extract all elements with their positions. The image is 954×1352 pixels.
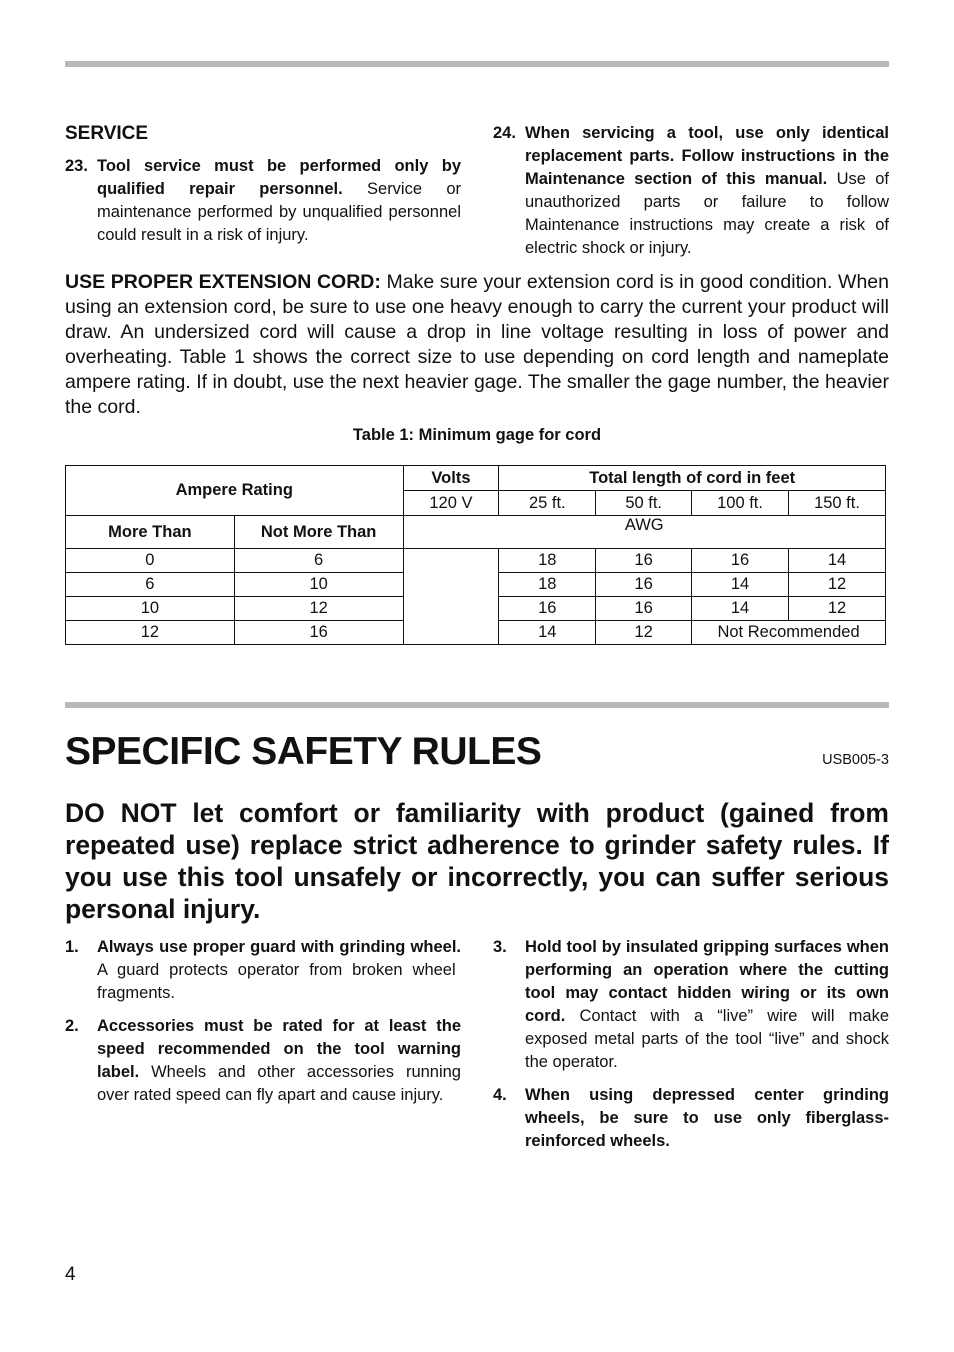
not-more-than-header: Not More Than bbox=[234, 516, 403, 549]
extension-cord-text: Make sure your extension cord is in good condition. When using an extension cord, be sure to use one heavy enough to carry the current your product will draw. An undersized cord will cause a drop in line voltage resulting in loss of power and overheating. Table 1 shows the correct size to use depending on cord length and nameplate ampere rating. If in doubt, use the next heavier gage. The smaller the gage number, the heavier the cord. bbox=[65, 271, 889, 418]
awg-header: AWG bbox=[403, 516, 886, 549]
cord-gage-table bbox=[65, 465, 886, 645]
list-item bbox=[65, 936, 461, 1005]
extension-cord-heading: USE PROPER EXTENSION CORD: bbox=[65, 271, 381, 293]
cell: 16 bbox=[596, 597, 692, 621]
more-than-header: More Than bbox=[66, 516, 235, 549]
document-code: USB005-3 bbox=[822, 752, 889, 768]
item-text: A guard protects operator from broken wheel fragments. bbox=[97, 961, 456, 1002]
page-number: 4 bbox=[65, 1264, 76, 1285]
not-recommended-cell: Not Recommended bbox=[692, 621, 886, 645]
cell: 16 bbox=[596, 573, 692, 597]
cell: 6 bbox=[234, 549, 403, 573]
item-bold-text: Accessories must be rated for at least the speed recommended on the tool warning label. bbox=[97, 1017, 461, 1081]
item-bold-text: When using depressed center grinding wheels, be sure to use only fiberglass-reinforced wheels. bbox=[525, 1086, 889, 1150]
cell: 16 bbox=[234, 621, 403, 645]
cell: 16 bbox=[499, 597, 596, 621]
item-number: 1. bbox=[65, 938, 79, 956]
blank-voltage-cell bbox=[403, 549, 499, 645]
item-number: 2. bbox=[65, 1017, 79, 1035]
table-header-row bbox=[66, 516, 886, 549]
item-number: 3. bbox=[493, 938, 507, 956]
cell: 12 bbox=[66, 621, 235, 645]
list-item bbox=[493, 1084, 889, 1153]
cell: 12 bbox=[596, 621, 692, 645]
service-heading: SERVICE bbox=[65, 123, 149, 144]
cell: 6 bbox=[66, 573, 235, 597]
list-item bbox=[493, 936, 889, 1074]
table-row bbox=[66, 549, 886, 573]
rules-left-column bbox=[65, 936, 461, 1117]
service-right-column bbox=[493, 122, 889, 270]
cell: 16 bbox=[692, 549, 789, 573]
item-bold-text: Always use proper guard with grinding wheel. bbox=[97, 938, 461, 956]
list-item bbox=[65, 155, 461, 247]
cell: 12 bbox=[234, 597, 403, 621]
warning-paragraph: DO NOT let comfort or familiarity with product (gained from repeated use) replace strict adherence to grinder safety rules. If you use this tool unsafely or incorrectly, you can suffer serious personal injury. bbox=[65, 798, 889, 924]
item-text: Use of unauthorized parts or failure to follow Maintenance instructions may create a risk of electric shock or injury. bbox=[525, 170, 889, 257]
length-cell: 150 ft. bbox=[789, 491, 886, 516]
cell: 10 bbox=[66, 597, 235, 621]
volts-header: Volts bbox=[403, 466, 499, 491]
list-item bbox=[493, 122, 889, 260]
cell: 14 bbox=[789, 549, 886, 573]
section-rule bbox=[65, 702, 889, 708]
cell: 12 bbox=[789, 573, 886, 597]
item-number: 23. bbox=[65, 157, 88, 175]
length-cell: 100 ft. bbox=[692, 491, 789, 516]
extension-cord-paragraph bbox=[65, 270, 889, 420]
item-bold-text: Hold tool by insulated gripping surfaces when performing an operation where the cutting tool may contact hidden wiring or its own cord. bbox=[525, 938, 889, 1025]
item-text: Wheels and other accessories running over rated speed can fly apart and cause injury. bbox=[97, 1063, 461, 1104]
item-text: Contact with a “live” wire will make exposed metal parts of the tool “live” and shock the operator. bbox=[525, 1007, 889, 1071]
service-left-column bbox=[65, 122, 461, 257]
list-item bbox=[65, 1015, 461, 1107]
ampere-rating-header: Ampere Rating bbox=[66, 466, 404, 516]
cell: 18 bbox=[499, 573, 596, 597]
item-number: 24. bbox=[493, 124, 516, 142]
rules-right-column bbox=[493, 936, 889, 1163]
top-rule bbox=[65, 61, 889, 67]
length-cell: 25 ft. bbox=[499, 491, 596, 516]
item-bold-text: When servicing a tool, use only identical replacement parts. Follow instructions in the Maintenance section of this manual. bbox=[525, 124, 889, 188]
table-header-row bbox=[66, 466, 886, 491]
item-text: Service or maintenance performed by unqualified personnel could result in a risk of injury. bbox=[97, 180, 461, 244]
cell: 10 bbox=[234, 573, 403, 597]
item-bold-text: Tool service must be performed only by qualified repair personnel. bbox=[97, 157, 461, 198]
cell: 14 bbox=[692, 597, 789, 621]
page-title: SPECIFIC SAFETY RULES bbox=[65, 730, 542, 773]
cell: 12 bbox=[789, 597, 886, 621]
length-cell: 50 ft. bbox=[596, 491, 692, 516]
cell: 16 bbox=[596, 549, 692, 573]
cell: 0 bbox=[66, 549, 235, 573]
cell: 18 bbox=[499, 549, 596, 573]
cell: 14 bbox=[692, 573, 789, 597]
cell: 14 bbox=[499, 621, 596, 645]
total-length-header: Total length of cord in feet bbox=[499, 466, 886, 491]
table-caption: Table 1: Minimum gage for cord bbox=[352, 426, 602, 444]
voltage-cell: 120 V bbox=[403, 491, 499, 516]
item-number: 4. bbox=[493, 1086, 507, 1104]
